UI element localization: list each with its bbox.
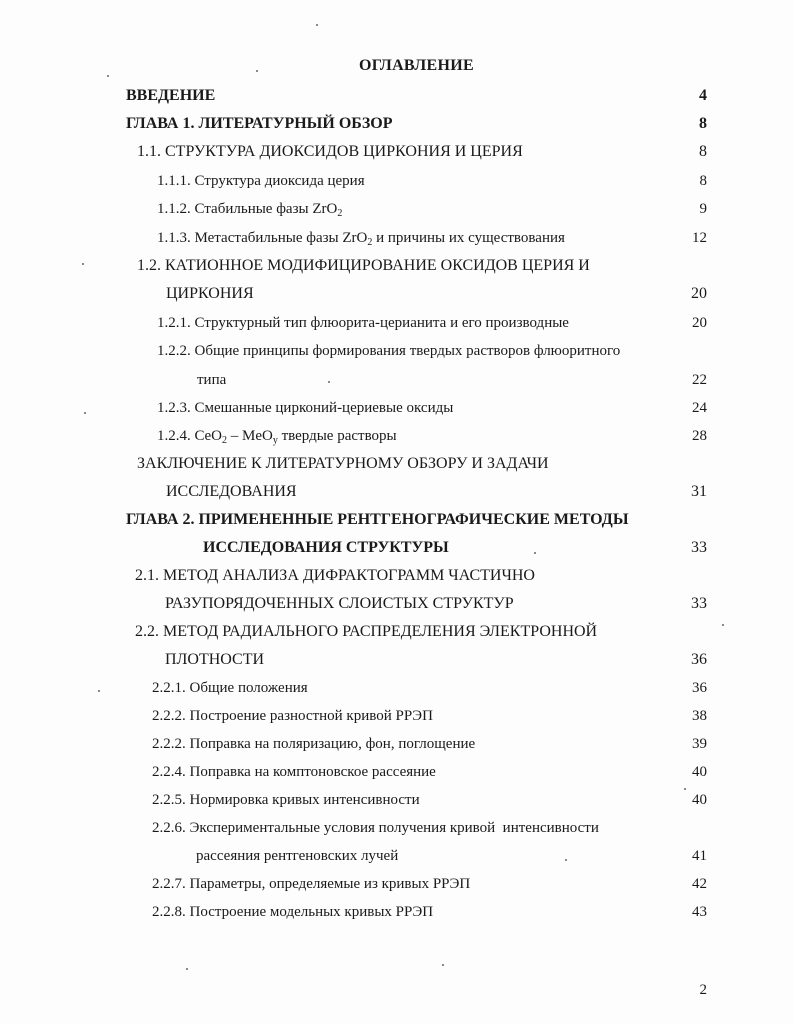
toc-entry-page: 8 [699, 143, 707, 160]
toc-entry-title: 1.2.2. Общие принципы формирования твердых растворов флюоритного [157, 343, 621, 359]
page-title: ОГЛАВЛЕНИЕ [359, 57, 474, 74]
toc-entry [0, 816, 793, 840]
toc-entry-title: 2.2. МЕТОД РАДИАЛЬНОГО РАСПРЕДЕЛЕНИЯ ЭЛЕКТРОННОЙ [135, 623, 598, 640]
scan-speck [84, 412, 86, 414]
scan-speck [442, 964, 444, 966]
toc-entry [0, 676, 793, 700]
toc-entry [0, 620, 793, 644]
toc-entry-page: 20 [692, 315, 707, 331]
toc-entry [0, 254, 793, 278]
toc-entry-title: 1.2.3. Смешанные цирконий-цериевые оксиды [157, 400, 454, 416]
toc-entry-title: ИССЛЕДОВАНИЯ [166, 483, 297, 500]
scan-speck [186, 968, 188, 970]
page-number: 2 [699, 982, 707, 998]
scan-speck [98, 690, 100, 692]
scan-speck [256, 70, 258, 72]
scan-speck [684, 788, 686, 790]
toc-entry-page: 31 [691, 483, 707, 500]
toc-entry [0, 197, 793, 221]
toc-entry [0, 84, 793, 108]
toc-entry-title: 2.2.8. Построение модельных кривых РРЭП [152, 904, 434, 920]
scan-speck [107, 75, 109, 77]
toc-entry-page: 41 [692, 848, 707, 864]
toc-entry-page: 36 [692, 680, 707, 696]
toc-entry-title: 2.2.4. Поправка на комптоновское рассеяние [152, 764, 436, 780]
toc-entry [0, 760, 793, 784]
toc-entry [0, 112, 793, 136]
toc-entry [0, 368, 793, 392]
toc-entry-title: 2.2.7. Параметры, определяемые из кривых РРЭП [152, 876, 471, 892]
toc-entry-title: 1.1. СТРУКТУРА ДИОКСИДОВ ЦИРКОНИЯ И ЦЕРИЯ [137, 143, 523, 160]
toc-entry-title: 2.2.6. Экспериментальные условия получения кривой интенсивности [152, 820, 599, 836]
toc-entry [0, 564, 793, 588]
toc-entry [0, 592, 793, 616]
toc-entry-title: ГЛАВА 2. ПРИМЕНЕННЫЕ РЕНТГЕНОГРАФИЧЕСКИЕ МЕТОДЫ [126, 511, 629, 528]
toc-entry-title: 2.1. МЕТОД АНАЛИЗА ДИФРАКТОГРАММ ЧАСТИЧНО [135, 567, 535, 584]
toc-entry [0, 648, 793, 672]
toc-entry-page: 40 [692, 764, 707, 780]
toc-entry [0, 508, 793, 532]
toc-entry-page: 8 [699, 173, 707, 189]
toc-entry [0, 169, 793, 193]
toc-entry-title: 2.2.1. Общие положения [152, 680, 308, 696]
toc-entry-title: 1.1.2. Стабильные фазы ZrO$_2$ [157, 201, 343, 219]
toc-entry-title: ИССЛЕДОВАНИЯ СТРУКТУРЫ [203, 539, 449, 556]
toc-entry-page: 28 [692, 428, 707, 444]
toc-entry-page: 43 [692, 904, 707, 920]
toc-entry-title: 1.2.1. Структурный тип флюорита-церианита и его производные [157, 315, 569, 331]
toc-entry-title: рассеяния рентгеновских лучей [196, 848, 399, 864]
toc-entry [0, 704, 793, 728]
toc-entry-page: 33 [691, 539, 707, 556]
scan-speck [82, 263, 84, 265]
toc-entry-title: ГЛАВА 1. ЛИТЕРАТУРНЫЙ ОБЗОР [126, 115, 393, 132]
scan-speck [316, 24, 318, 26]
toc-entry [0, 396, 793, 420]
toc-entry-title: 1.2.4. CeO$_2$ – MeO$_y$ твердые растворы [157, 428, 397, 446]
toc-entry-page: 24 [692, 400, 707, 416]
toc-entry-page: 20 [691, 285, 707, 302]
toc-entry-title: 2.2.2. Построение разностной кривой РРЭП [152, 708, 433, 724]
toc-entry-page: 33 [691, 595, 707, 612]
toc-entry-page: 9 [699, 201, 707, 217]
toc-entry-page: 39 [692, 736, 707, 752]
toc-entry [0, 226, 793, 250]
toc-entry [0, 536, 793, 560]
toc-entry [0, 732, 793, 756]
toc-entry [0, 872, 793, 896]
scan-speck [565, 859, 567, 861]
toc-entry-title: ПЛОТНОСТИ [165, 651, 265, 668]
toc-entry-page: 4 [699, 87, 707, 104]
toc-entry-page: 42 [692, 876, 707, 892]
toc-entry-title: ВВЕДЕНИЕ [126, 87, 216, 104]
toc-entry-page: 40 [692, 792, 707, 808]
toc-entry-page: 12 [692, 230, 707, 246]
toc-entry-page: 38 [692, 708, 707, 724]
toc-entry [0, 140, 793, 164]
toc-entry-page: 22 [692, 372, 707, 388]
toc-entry [0, 480, 793, 504]
toc-entry-title: 2.2.2. Поправка на поляризацию, фон, поглощение [152, 736, 476, 752]
scan-speck [328, 381, 330, 383]
toc-entry-title: РАЗУПОРЯДОЧЕННЫХ СЛОИСТЫХ СТРУКТУР [165, 595, 514, 612]
toc-entry-page: 36 [691, 651, 707, 668]
toc-entry [0, 282, 793, 306]
toc-entry-title: 2.2.5. Нормировка кривых интенсивности [152, 792, 420, 808]
toc-entry-title: 1.1.1. Структура диоксида церия [157, 173, 365, 189]
toc-entry-page: 8 [699, 115, 707, 132]
toc-entry [0, 339, 793, 363]
toc-entry-title: ЗАКЛЮЧЕНИЕ К ЛИТЕРАТУРНОМУ ОБЗОРУ И ЗАДАЧИ [137, 455, 549, 472]
toc-entry [0, 844, 793, 868]
toc-entry-title: 1.1.3. Метастабильные фазы ZrO$_2$ и причины их существования [157, 230, 565, 248]
toc-entry [0, 311, 793, 335]
toc-entry-title: 1.2. КАТИОННОЕ МОДИФИЦИРОВАНИЕ ОКСИДОВ ЦЕРИЯ И [137, 257, 590, 274]
toc-entry-title: типа [197, 372, 227, 388]
scan-speck [722, 624, 724, 626]
scan-speck [534, 552, 536, 554]
toc-entry [0, 424, 793, 448]
toc-entry [0, 452, 793, 476]
toc-entry-title: ЦИРКОНИЯ [166, 285, 254, 302]
toc-entry [0, 900, 793, 924]
toc-entry [0, 788, 793, 812]
